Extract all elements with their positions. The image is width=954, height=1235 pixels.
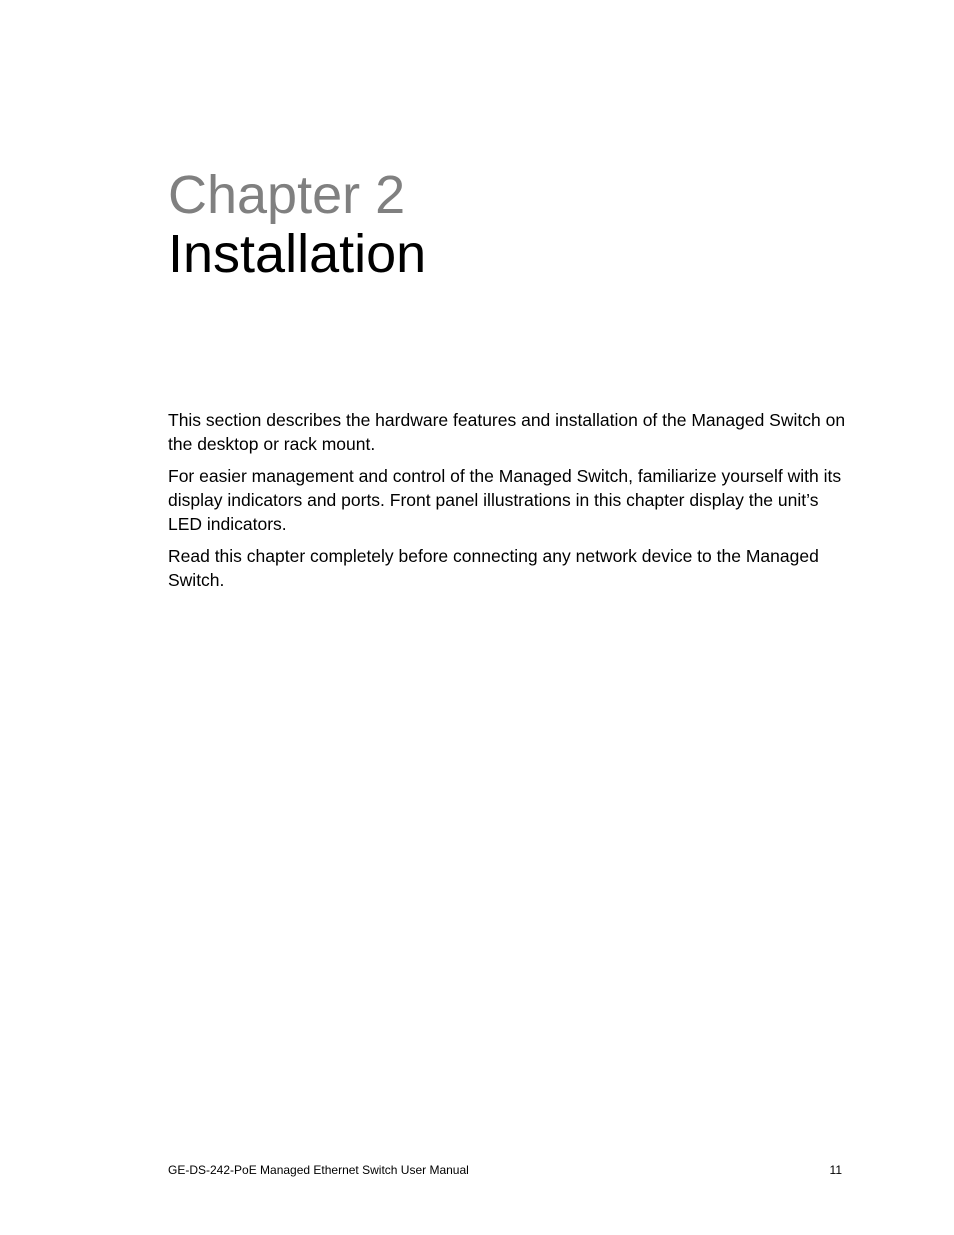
- paragraph-read-first: Read this chapter completely before connecting any network device to the Managed Switch.: [168, 546, 819, 590]
- page-footer: [168, 1162, 842, 1178]
- chapter-title: Installation: [168, 224, 427, 284]
- footer-page-number: 11: [829, 1163, 842, 1177]
- paragraph-management: For easier management and control of the Managed Switch, familiarize yourself with its display indicators and ports. Front panel illustrations in this chapter display the unit’s LED indicators.: [168, 466, 842, 534]
- footer-manual-title: GE-DS-242-PoE Managed Ethernet Switch User Manual: [168, 1163, 469, 1177]
- body-text: [168, 408, 848, 600]
- chapter-number: Chapter 2: [168, 165, 406, 225]
- paragraph-intro: This section describes the hardware features and installation of the Managed Switch on the desktop or rack mount.: [168, 410, 846, 454]
